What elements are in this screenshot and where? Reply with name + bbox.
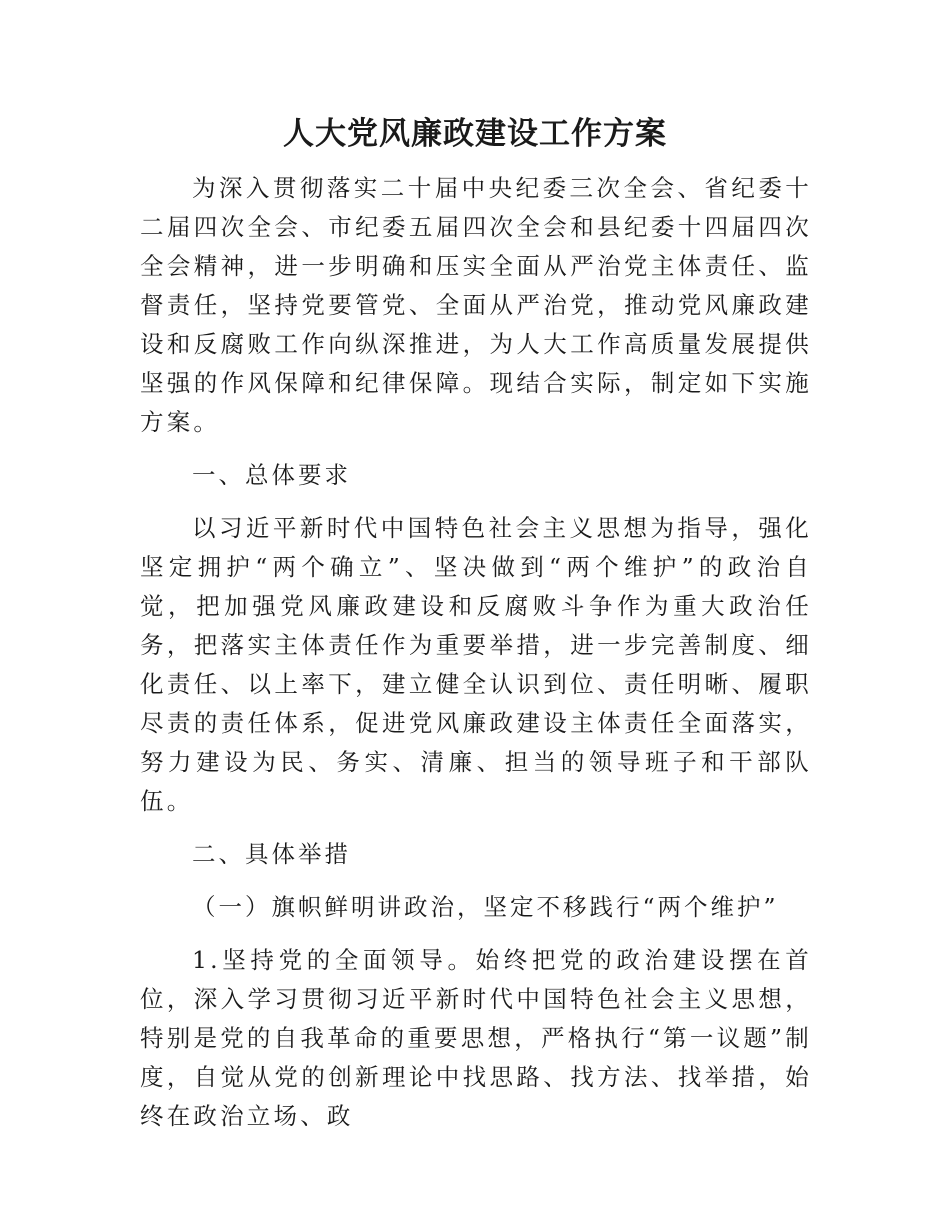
subsection-heading-politics: （一）旗帜鲜明讲政治，坚定不移践行“两个维护” xyxy=(192,893,779,921)
paragraph-party-leadership: 1.坚持党的全面领导。始终把党的政治建设摆在首位，深入学习贯彻习近平新时代中国特色社会主义思想，特别是党的自我革命的重要思想，严格执行“第一议题”制度，自觉从党的创新理论中找思路、找方法、找举措，始终在政治立场、政 xyxy=(140,946,812,1130)
paragraph-general-requirements: 以习近平新时代中国特色社会主义思想为指导，强化坚定拥护“两个确立”、坚决做到“两个维护”的政治自觉，把加强党风廉政建设和反腐败斗争作为重大政治任务，把落实主体责任作为重要举措，进一步完善制度、细化责任、以上率下，建立健全认识到位、责任明晰、履职尽责的责任体系，促进党风廉政建设主体责任全面落实，努力建设为民、务实、清廉、担当的领导班子和干部队伍。 xyxy=(140,514,812,815)
paragraph-intro: 为深入贯彻落实二十届中央纪委三次全会、省纪委十二届四次全会、市纪委五届四次全会和县纪委十四届四次全会精神，进一步明确和压实全面从严治党主体责任、监督责任，坚持党要管党、全面从严治党，推动党风廉政建设和反腐败工作向纵深推进，为人大工作高质量发展提供坚强的作风保障和纪律保障。现结合实际，制定如下实施方案。 xyxy=(140,174,812,436)
section-heading-general-requirements: 一、总体要求 xyxy=(192,461,351,489)
section-heading-specific-measures: 二、具体举措 xyxy=(192,840,351,868)
document-title: 人大党风廉政建设工作方案 xyxy=(283,116,667,152)
document-body xyxy=(140,169,812,1150)
